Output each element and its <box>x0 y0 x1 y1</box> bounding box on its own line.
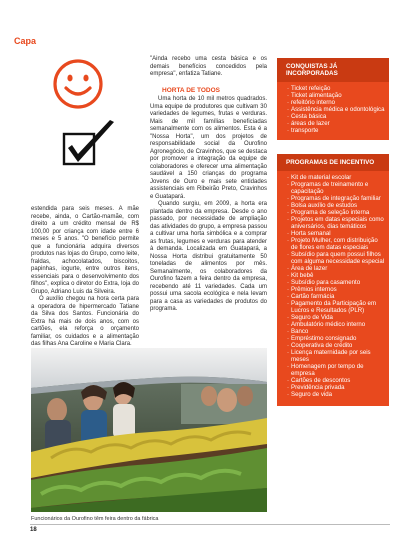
list-item: · Área de lazer <box>287 265 385 272</box>
paragraph: Uma horta de 10 mil metros quadrados. Uma equipe de produtores que cultivam 30 variedades de legumes, frutas e verduras. Mais de mil famílias beneficiadas semanalmente com os alimentos. Esta é a "Nossa Horta", um dos projetos de responsabilidade social da Ourofino Agronegócio, de Cravinhos, que se destaca por promover a integração da equipe de colaboradores e oferecer uma alimentação saudável a 150 crianças do programa Jovens de Ouro e mais sete entidades assistenciais em Ribeirão Preto, Cravinhos e Guatapará. <box>150 96 267 200</box>
list-item: · Cartão farmácia <box>287 293 385 300</box>
sidebar-block-programas <box>277 154 389 406</box>
sidebar-box <box>277 58 389 406</box>
sidebar-list <box>277 82 389 140</box>
list-item: · Ambulatório médico interno <box>287 321 385 328</box>
section-label: Capa <box>14 36 37 46</box>
list-item: · Assistência médica e odontológica <box>287 106 385 113</box>
paragraph: O auxílio chegou na hora certa para a operadora de hipermercado Tatiane da Silva dos Santos. Funcionária do Extra há mais de dois anos, com os cartões, ela reforça o orçamento familiar, os cuidados e a alimentação das filhas Ana Caroline e Maria Clara. <box>31 296 139 347</box>
sidebar-divider <box>277 140 389 154</box>
sidebar-list <box>277 171 389 406</box>
list-item: · Horta semanal <box>287 230 385 237</box>
paragraph: estendida para seis meses. A mãe recebe, ainda, o Cartão-mamãe, com direito a um crédito mensal de R$ 100,00 por criança com idade entre 6 meses e 5 anos. "O benefício permite que a funcionária adquira diversos produtos nas lojas do Grupo, como leite, fraldas, achocolatados, biscoitos, papinhas, iogurte, entre outros itens, essenciais para o desenvolvimento dos filhos", explica o diretor do Extra, loja do Grupo, Adriano Luis da Silveira. <box>31 206 139 295</box>
list-item: · Kit de material escolar <box>287 174 385 181</box>
list-item: · Subsídio para quem possui filhos com alguma necessidade especial <box>287 251 385 265</box>
sidebar-heading: CONQUISTAS JÁ INCORPORADAS <box>277 58 389 82</box>
text-column-2 <box>150 56 267 314</box>
list-item: · Homenagem por tempo de empresa <box>287 363 385 377</box>
smiley-face-icon <box>52 58 104 110</box>
list-item: · Programas de treinamento e capacitação <box>287 181 385 195</box>
list-item: · áreas de lazer <box>287 120 385 127</box>
list-item: · Seguro de vida <box>287 391 385 398</box>
footer-divider <box>30 524 390 525</box>
list-item: · Cartões de descontos <box>287 377 385 384</box>
list-item: · Prêmios internos <box>287 286 385 293</box>
list-item: · Seguro de Vida <box>287 314 385 321</box>
list-item: · Cesta básica <box>287 113 385 120</box>
list-item: · Ticket alimentação <box>287 92 385 99</box>
list-item: · Programa de seleção interna <box>287 209 385 216</box>
text-column-1 <box>31 206 139 349</box>
list-item: · Previdência privada <box>287 384 385 391</box>
list-item: · Projeto Mulher, com distribuição de flores em datas especiais <box>287 237 385 251</box>
paragraph: Quando surgiu, em 2009, a horta era plantada dentro da empresa. Desde o ano passado, por necessidade de ampliação das atividades do grupo, a empresa passou a cultivar uma horta simbólica e a comprar as frutas, legumes e verduras para atender à demanda. Localizada em Guatapará, a Nossa Horta distribui gratuitamente 50 toneladas de alimentos por mês. Semanalmente, os colaboradores da Ourofino fazem a feira dentro da empresa, recebendo até 11 variedades. Cada um possui uma sacola ecológica e nela levam para a casa as variedades de produtos do programa. <box>150 201 267 312</box>
sidebar-block-conquistas <box>277 58 389 140</box>
list-item: · Bolsa auxílio de estudos <box>287 202 385 209</box>
checkbox-checked-icon <box>58 118 122 172</box>
list-item: · Projetos em datas especiais como aniversários, dias temáticos <box>287 216 385 230</box>
list-item: · Ticket refeição <box>287 85 385 92</box>
list-item: · Pagamento da Participação em Lucros e Resultados (PLR) <box>287 300 385 314</box>
list-item: · Cooperativa de crédito <box>287 342 385 349</box>
list-item: · Empréstimo consignado <box>287 335 385 342</box>
list-item: · transporte <box>287 127 385 134</box>
page-number: 18 <box>30 527 37 533</box>
market-photo <box>31 348 267 512</box>
list-item: · Kit bebê <box>287 272 385 279</box>
sidebar-heading: PROGRAMAS DE INCENTIVO <box>277 154 389 171</box>
list-item: · refeitório interno <box>287 99 385 106</box>
list-item: · Licença maternidade por seis meses <box>287 349 385 363</box>
list-item: · Programas de integração familiar <box>287 195 385 202</box>
section-heading: HORTA DE TODOS <box>162 86 221 94</box>
photo-caption: Funcionários da Ourofino têm feira dentro da fábrica <box>31 516 159 522</box>
list-item: · Subsídio para casamento <box>287 279 385 286</box>
paragraph: "Ainda recebo uma cesta básica e os demais benefícios concedidos pela empresa", enfatiza Tatiane. <box>150 56 267 77</box>
list-item: · Banco <box>287 328 385 335</box>
